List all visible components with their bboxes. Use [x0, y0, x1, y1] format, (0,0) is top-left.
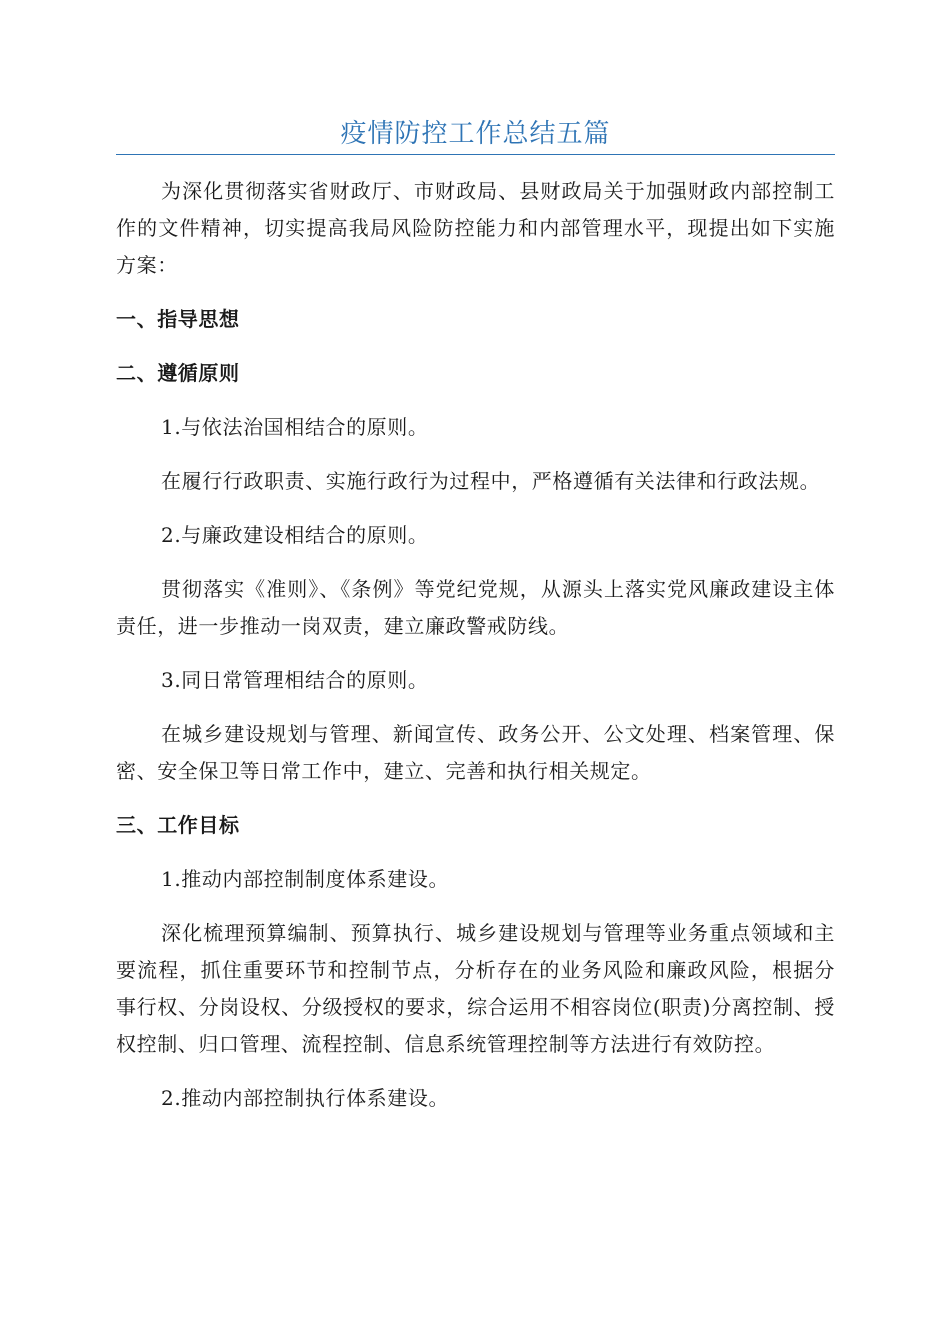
section-heading-guiding-ideology: 一、指导思想: [116, 307, 240, 331]
intro-paragraph: 为深化贯彻落实省财政厅、市财政局、县财政局关于加强财政内部控制工作的文件精神，切实提高我局风险防控能力和内部管理水平，现提出如下实施方案：: [116, 179, 835, 277]
title-underline: [116, 154, 835, 155]
principle-2-body: 贯彻落实《准则》、《条例》等党纪党规，从源头上落实党风廉政建设主体责任，进一步推动一岗双责，建立廉政警戒防线。: [116, 577, 835, 638]
principle-1-title: 1.与依法治国相结合的原则。: [161, 415, 429, 439]
goal-1-title: 1.推动内部控制制度体系建设。: [161, 867, 450, 891]
principle-2-title: 2.与廉政建设相结合的原则。: [161, 523, 429, 547]
goal-1-body: 深化梳理预算编制、预算执行、城乡建设规划与管理等业务重点领域和主要流程，抓住重要环节和控制节点，分析存在的业务风险和廉政风险，根据分事行权、分岗设权、分级授权的要求，综合运用不相容岗位(职责)分离控制、授权控制、归口管理、流程控制、信息系统管理控制等方法进行有效防控。: [116, 921, 835, 1056]
principle-1-body: 在履行行政职责、实施行政行为过程中，严格遵循有关法律和行政法规。: [161, 469, 821, 493]
principle-3-title: 3.同日常管理相结合的原则。: [161, 668, 429, 692]
goal-2-title: 2.推动内部控制执行体系建设。: [161, 1086, 450, 1110]
section-heading-work-goals: 三、工作目标: [116, 813, 240, 837]
document-title: 疫情防控工作总结五篇: [340, 119, 611, 149]
document-body: [116, 173, 835, 1134]
section-heading-principles: 二、遵循原则: [116, 361, 240, 385]
principle-3-body: 在城乡建设规划与管理、新闻宣传、政务公开、公文处理、档案管理、保密、安全保卫等日常工作中，建立、完善和执行相关规定。: [116, 722, 835, 783]
